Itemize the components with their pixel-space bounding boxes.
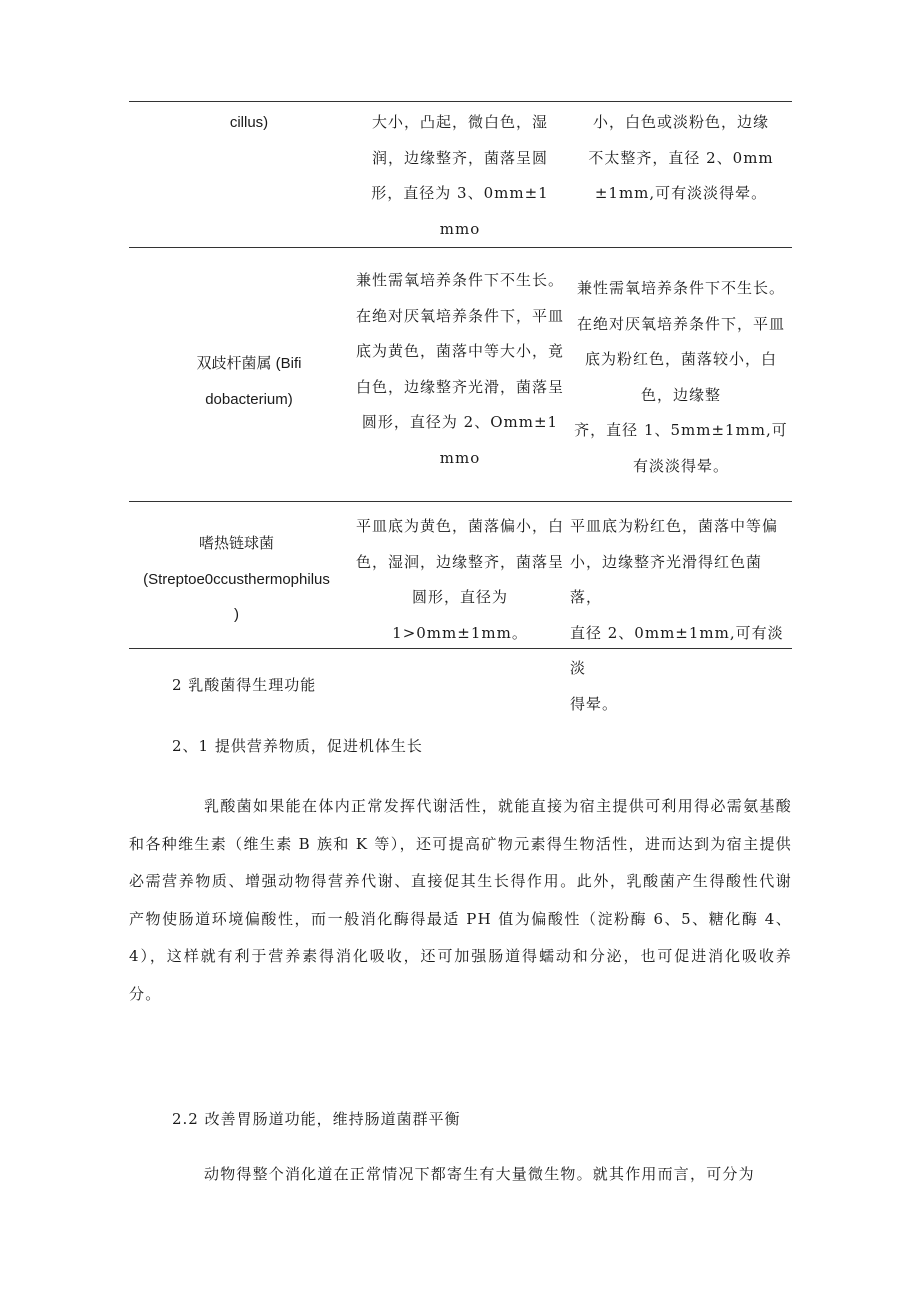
table-rule [129,501,792,502]
table-row-0-name: cillus) [229,114,269,131]
table-row-1-name: 双歧杆菌属 (Bifi dobacterium) [196,355,302,408]
section-heading: 2.2 改善胃肠道功能，维持肠道菌群平衡 [172,1110,461,1128]
table-row-2-col2: 平皿底为粉红色，菌落中等偏 小，边缘整齐光滑得红色菌落， 直径 2、0mm±1mm,可有淡淡 得晕。 [570,517,784,713]
table-row-2-name: 嗜热链球菌 (Streptoe0ccusthermophilus ) [143,535,330,623]
body-paragraph: 乳酸菌如果能在体内正常发挥代谢活性，就能直接为宿主提供可利用得必需氨基酸和各种维生素（维生素 B 族和 K 等），还可提高矿物元素得生物活性，进而达到为宿主提供必需营养物质、增强动物得营养代谢、直接促其生长得作用。此外，乳酸菌产生得酸性代谢产物使肠道环境偏酸性，而一般消化酶得最适 PH 值为偏酸性（淀粉酶 6、5、糖化酶 4、4），这样就有利于营养素得消化吸收，还可加强肠道得蠕动和分泌，也可促进消化吸收养分。 [129,797,792,1003]
table-row-2-col1: 平皿底为黄色，菌落偏小，白 色，湿洄，边缘整齐，菌落呈 圆形，直径为 1>0mm±1mm。 [355,517,564,642]
section-heading: 2 乳酸菌得生理功能 [172,676,317,694]
table-row-1-col1: 兼性需氧培养条件下不生长。 在绝对厌氧培养条件下，平皿 底为黄色，菌落中等大小，竟 白色，边缘整齐光滑，菌落呈 圆形，直径为 2、Omm±1 mmo [355,271,564,467]
table-rule [129,101,792,102]
table-rule [129,648,792,649]
table-rule [129,247,792,248]
table-row-0-col2: 小，白色或淡粉色，边缘 不太整齐，直径 2、0mm ±1mm,可有淡淡得晕。 [588,113,774,202]
body-paragraph: 动物得整个消化道在正常情况下都寄生有大量微生物。就其作用而言，可分为 [204,1165,755,1183]
table-row-0-col1: 大小，凸起，微白色，湿 润，边缘整齐，菌落呈圆 形，直径为 3、0mm±1 mmo [371,113,549,238]
table-row-1-col2: 兼性需氧培养条件下不生长。 在绝对厌氧培养条件下，平皿 底为粉红色，菌落较小，白 色，边缘整 齐，直径 1、5mm±1mm,可 有淡淡得晕。 [574,279,788,475]
section-heading: 2、1 提供营养物质，促进机体生长 [172,737,423,755]
